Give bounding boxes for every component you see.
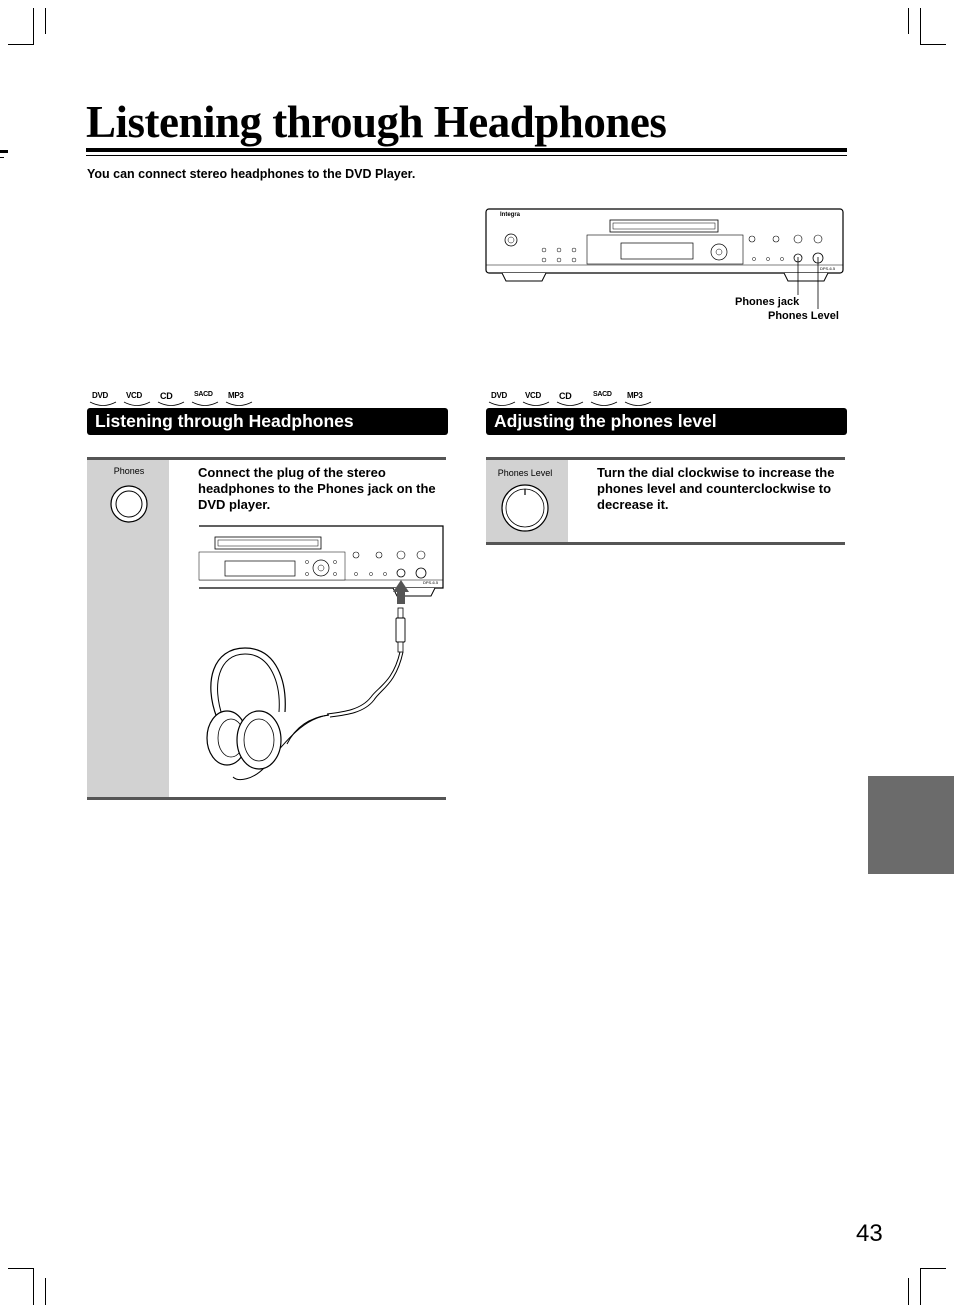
svg-text:DPS-6.5: DPS-6.5 [423,580,439,585]
disc-format-badges [88,390,254,407]
crop-mark [908,1278,909,1305]
badge-sacd: SACD [589,390,619,407]
crop-mark [908,8,909,34]
title-rule [86,148,847,152]
crop-mark [920,1268,921,1305]
crop-mark [8,44,34,45]
disc-format-badges [487,390,653,407]
crop-mark [33,1268,34,1305]
phones-jack-icon [109,484,149,524]
model-label: DPS-6.5 [820,266,836,271]
title-rule-thin [86,155,847,156]
badge-sacd: SACD [190,390,220,407]
instruction-connect: Connect the plug of the stereo headphones to the Phones jack on the DVD player. [198,465,436,512]
instruction-adjust: Turn the dial clockwise to increase the phones level and counterclockwise to decrease it. [597,465,835,512]
phones-level-control-label: Phones Level [497,468,553,478]
callout-phones-jack: Phones jack [735,296,800,308]
page-title: Listening through Headphones [86,97,667,147]
side-mark [0,157,4,158]
badge-dvd: DVD [88,390,118,407]
intro-text: You can connect stereo headphones to the DVD Player. [87,167,416,181]
brand-logo: Integra [500,212,521,218]
crop-mark [920,8,921,44]
page-number: 43 [856,1220,883,1247]
crop-mark [8,1268,34,1269]
crop-mark [920,44,946,45]
badge-mp3: MP3 [224,390,254,407]
crop-mark [920,1268,946,1269]
phones-level-dial-icon [500,483,550,533]
crop-mark [33,8,34,44]
crop-mark [45,1278,46,1305]
badge-cd: CD [555,390,585,407]
step-bottom-rule [87,797,446,800]
section-heading-adjusting: Adjusting the phones level [486,408,847,435]
headphone-connection-illustration [193,522,447,788]
side-mark [0,150,8,153]
badge-dvd: DVD [487,390,517,407]
edge-index-tab [868,776,954,874]
step-bottom-rule [486,542,845,545]
badge-vcd: VCD [122,390,152,407]
phones-control-label: Phones [113,466,145,476]
section-heading-listening: Listening through Headphones [87,408,448,435]
badge-cd: CD [156,390,186,407]
badge-mp3: MP3 [623,390,653,407]
callout-phones-level: Phones Level [768,310,839,322]
crop-mark [45,8,46,34]
badge-vcd: VCD [521,390,551,407]
